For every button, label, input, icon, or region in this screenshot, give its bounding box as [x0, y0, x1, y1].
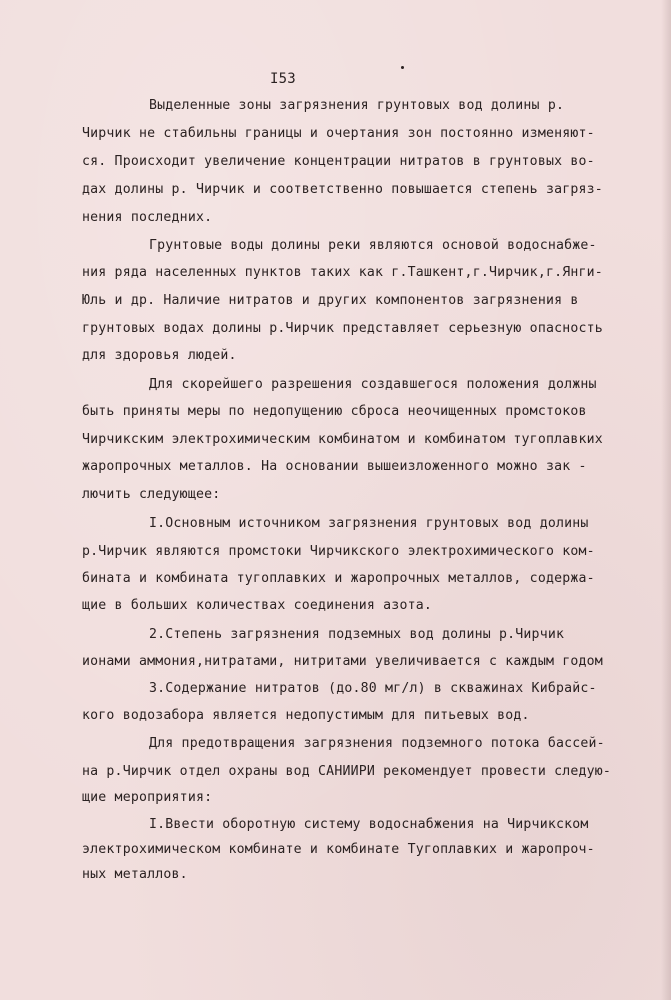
- paragraph-4-line-3: бината и комбината тугоплавких и жаропрочных металлов, содержа-: [82, 571, 595, 586]
- paragraph-5-line-1: 2.Степень загрязнения подземных вод долины р.Чирчик: [149, 627, 565, 642]
- paragraph-1-line-4: дах долины р. Чирчик и соответственно повышается степень загряз-: [82, 182, 603, 197]
- page-edge-shadow: [661, 0, 671, 1000]
- paragraph-3-line-5: лючить следующее:: [82, 487, 221, 502]
- paragraph-1-line-2: Чирчик не стабильны границы и очертания зон постоянно изменяют-: [82, 126, 595, 141]
- paragraph-5-line-2: ионами аммония,нитратами, нитритами увеличивается с каждым годом: [82, 654, 603, 669]
- paragraph-3-line-1: Для скорейшего разрешения создавшегося положения должны: [149, 377, 597, 392]
- paragraph-4-line-2: р.Чирчик являются промстоки Чирчикского электрохимического ком-: [82, 544, 595, 559]
- paragraph-2-line-3: Юль и др. Наличие нитратов и других компонентов загрязнения в: [82, 293, 579, 308]
- paragraph-3-line-2: быть приняты меры по недопущению сброса неочищенных промстоков: [82, 404, 587, 419]
- paragraph-7-line-3: щие мероприятия:: [82, 790, 213, 805]
- paragraph-7-line-1: Для предотвращения загрязнения подземного потока бассей-: [149, 736, 605, 751]
- paragraph-4-line-4: щие в больших количествах соединения азота.: [82, 598, 433, 613]
- paragraph-2-line-5: для здоровья людей.: [82, 348, 237, 363]
- paragraph-8-line-1: I.Ввести оборотную систему водоснабжения на Чирчикском: [149, 817, 589, 832]
- paragraph-8-line-3: ных металлов.: [82, 867, 188, 882]
- paragraph-6-line-1: 3.Содержание нитратов (до.80 мг/л) в скважинах Кибрайс-: [149, 681, 597, 696]
- paragraph-1-line-3: ся. Происходит увеличение концентрации нитратов в грунтовых во-: [82, 154, 595, 169]
- page-number: I53: [270, 71, 296, 87]
- paragraph-7-line-2: на р.Чирчик отдел охраны вод САНИИРИ рекомендует провести следую-: [82, 764, 612, 779]
- paragraph-2-line-4: грунтовых водах долины р.Чирчик представляет серьезную опасность: [82, 321, 603, 336]
- ink-dot: [401, 66, 404, 69]
- paragraph-3-line-3: Чирчикским электрохимическим комбинатом и комбинатом тугоплавких: [82, 432, 603, 447]
- paragraph-1-line-5: нения последних.: [82, 210, 213, 225]
- paragraph-1-line-1: Выделенные зоны загрязнения грунтовых вод долины р.: [149, 98, 565, 113]
- paragraph-2-line-1: Грунтовые воды долины реки являются основой водоснабже-: [149, 238, 597, 253]
- paragraph-3-line-4: жаропрочных металлов. На основании вышеизложенного можно зак -: [82, 459, 587, 474]
- paragraph-8-line-2: электрохимическом комбинате и комбинате Тугоплавких и жаропроч-: [82, 842, 595, 857]
- paragraph-4-line-1: I.Основным источником загрязнения грунтовых вод долины: [149, 516, 589, 531]
- paragraph-2-line-2: ния ряда населенных пунктов таких как г.Ташкент,г.Чирчик,г.Янги-: [82, 265, 603, 280]
- paragraph-6-line-2: кого водозабора является недопустимым для питьевых вод.: [82, 708, 530, 723]
